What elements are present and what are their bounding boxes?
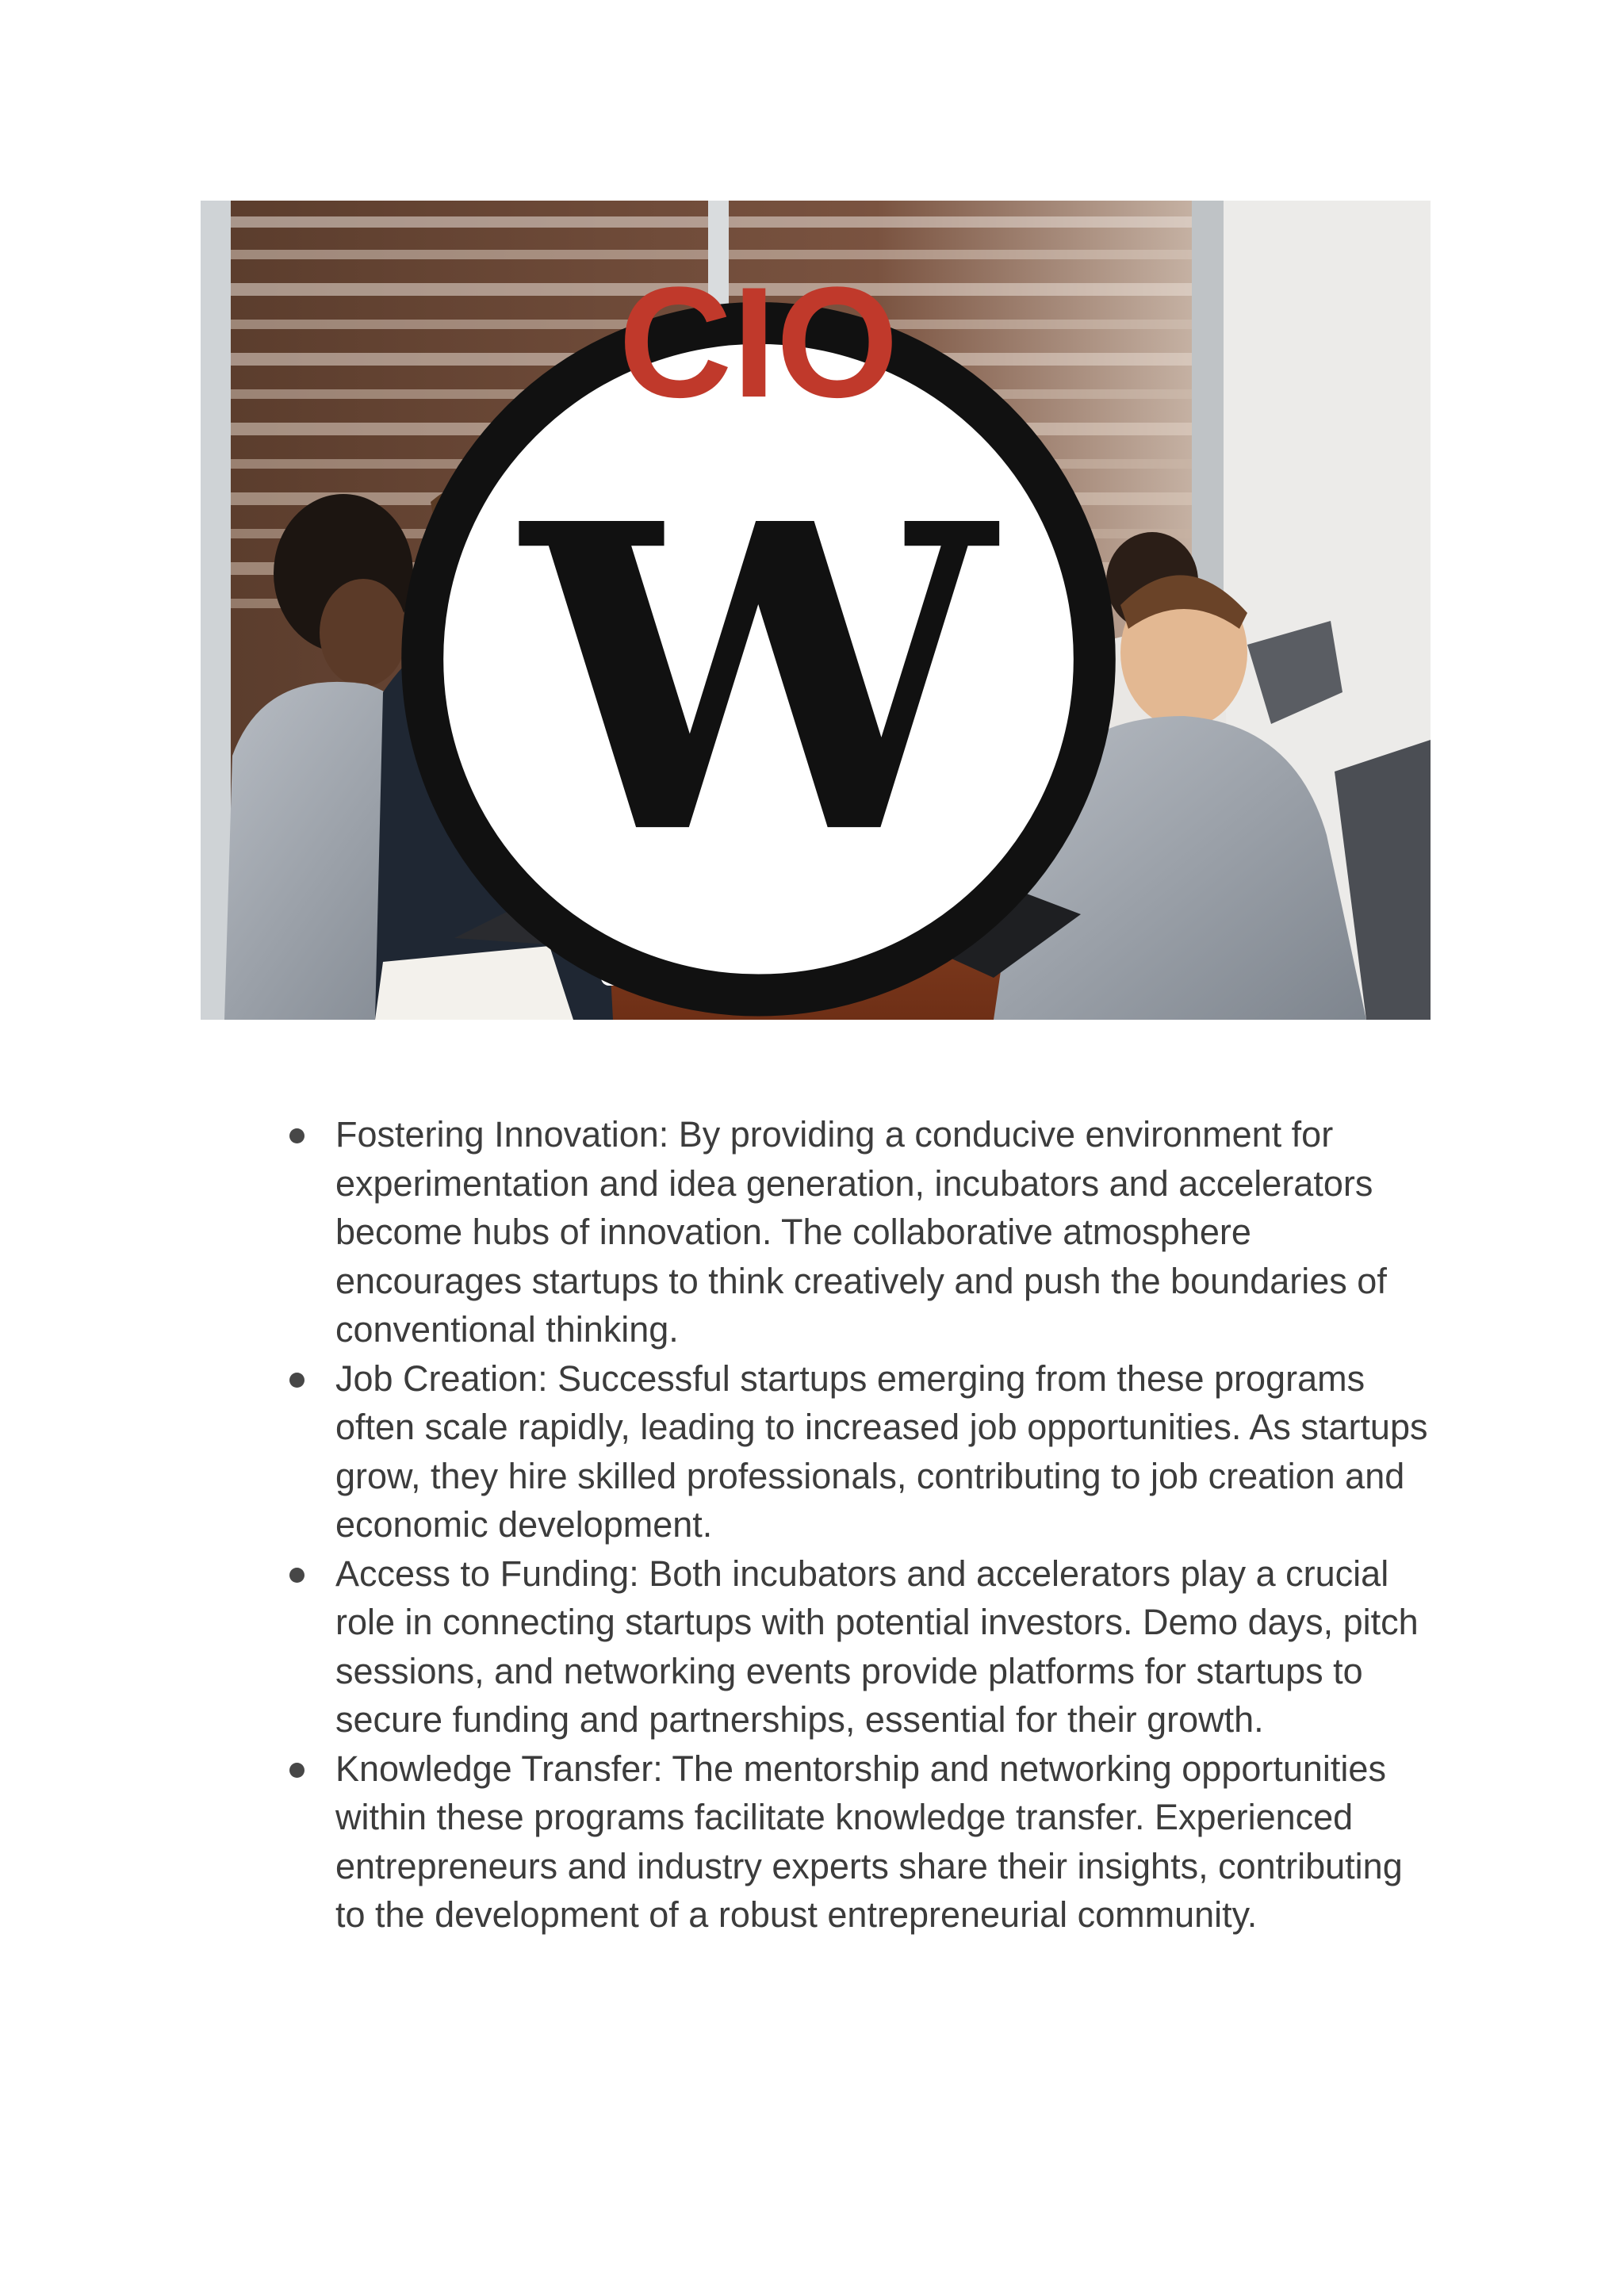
- list-item: [282, 1110, 1431, 1354]
- bullet-icon: [289, 1128, 304, 1143]
- bullet-text: Job Creation: Successful startups emerging from these programs often scale rapidly, leading to increased job opportunities. As startups grow, they hire skilled professionals, contributing to job creation and economic development.: [335, 1358, 1428, 1545]
- meeting-photo: [201, 201, 1431, 1020]
- logo-text: CIO: [618, 255, 899, 431]
- bullet-icon: [289, 1373, 304, 1388]
- bullet-text: Access to Funding: Both incubators and accelerators play a crucial role in connecting startups with potential investors. Demo days, pitch sessions, and networking events provide platforms for startups to secure funding and partnerships, essential for their growth.: [335, 1553, 1419, 1740]
- cio-w-logo: [201, 218, 1373, 1020]
- bullet-text: Fostering Innovation: By providing a conducive environment for experimentation and idea generation, incubators and accelerators become hubs of innovation. The collaborative atmosphere encourages startups to think creatively and push the boundaries of conventional thinking.: [335, 1114, 1387, 1350]
- list-item: [282, 1744, 1431, 1940]
- bullet-icon: [289, 1763, 304, 1778]
- bullet-list: [282, 1110, 1431, 1940]
- logo-letter: W: [523, 433, 994, 927]
- bullet-section: [282, 1110, 1431, 1940]
- bullet-icon: [289, 1568, 304, 1583]
- bullet-text: Knowledge Transfer: The mentorship and networking opportunities within these programs facilitate knowledge transfer. Experienced entrepreneurs and industry experts share their insights, contributing to the development of a robust entrepreneurial community.: [335, 1748, 1403, 1935]
- list-item: [282, 1549, 1431, 1744]
- list-item: [282, 1354, 1431, 1549]
